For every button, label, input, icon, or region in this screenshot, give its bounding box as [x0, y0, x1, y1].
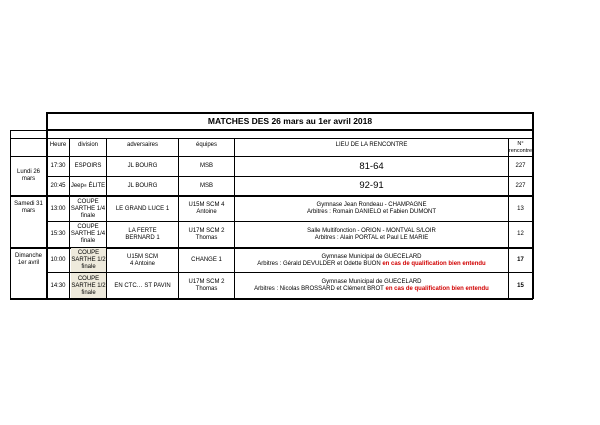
row-1-score: 92-91 — [359, 180, 384, 191]
row-5-rencontre: 15 — [517, 282, 524, 289]
table-rule — [10, 130, 533, 131]
day-lundi: Lundi 26 mars — [16, 169, 41, 182]
row-2-rencontre: 13 — [517, 205, 524, 212]
row-2-heure: 13:00 — [50, 205, 66, 212]
venue: Salle Multifonction - ORION - MONTVAL S/LOIR — [307, 227, 436, 234]
venue: Gymnase Jean Rondeau - CHAMPAGNE — [316, 202, 427, 208]
row-2-adversaires: LE GRAND LUCE 1 — [115, 205, 170, 212]
row-0-score: 81-64 — [359, 160, 384, 172]
header-lieu: LIEU DE LA RENCONTRE — [335, 142, 408, 148]
header-adversaires: adversaires — [126, 142, 158, 148]
row-3-heure: 15:30 — [50, 231, 66, 237]
division-jeep: Jeep — [70, 182, 84, 189]
header-division: division — [77, 142, 98, 148]
row-4-equipes: CHANGE 1 — [191, 257, 222, 263]
venue: Gymnase Municipal de GUECELARD — [321, 253, 422, 260]
row-5-equipes: U17M SCM 2 Thomas — [188, 279, 225, 292]
row-1-equipes: MSB — [199, 182, 213, 189]
row-2-division: COUPE SARTHE 1/4 finale — [70, 198, 106, 219]
row-3-rencontre: 12 — [517, 231, 524, 237]
row-3-equipes: U17M SCM 2 Thomas — [188, 227, 225, 241]
header-rencontre-num: N° — [517, 140, 524, 147]
referees: Arbitres : Gérald DEVULDER et Odette BUON — [257, 260, 381, 267]
row-3-adversaires: LA FERTE BERNARD 1 — [125, 227, 160, 241]
referees-line — [257, 261, 485, 268]
row-0-rencontre: 227 — [515, 163, 526, 169]
table-border-bottom — [10, 298, 533, 300]
referees: Arbitres : Romain DANIELO et Fabien DUMONT — [306, 209, 437, 215]
row-2-equipes: U15M SCM 4 Antoine — [188, 202, 225, 215]
row-4-division: COUPE SARTHE 1/2 finale — [71, 250, 106, 270]
row-1-division — [70, 177, 106, 195]
header-heure: Heure — [49, 142, 67, 148]
row-3-lieu — [235, 222, 508, 247]
row-4-rencontre: 17 — [517, 257, 524, 263]
row-5-division: COUPE SARTHE 1/2 finale — [71, 275, 106, 296]
row-1-heure: 20:45 — [50, 182, 66, 189]
division-elite: ÉLITE — [86, 182, 106, 189]
row-2-lieu — [235, 197, 508, 221]
row-0-equipes: MSB — [199, 163, 213, 169]
row-0-heure: 17:30 — [50, 163, 66, 169]
row-1-adversaires: JL BOURG — [127, 182, 158, 189]
day-dimanche: Dimanche 1er avril — [14, 253, 42, 266]
header-rencontre-label: rencontre — [508, 147, 533, 154]
row-0-division: ESPOIRS — [74, 163, 102, 169]
row-4-heure: 10:00 — [50, 257, 66, 263]
referees-line — [254, 286, 489, 293]
day-samedi: Samedi 31 mars — [14, 201, 43, 214]
registered-mark: ® — [83, 183, 87, 188]
qualification-note: en cas de qualification bien entendu — [383, 286, 489, 292]
page-title: MATCHES DES 26 mars au 1er avril 2018 — [207, 116, 373, 126]
table-border-right — [532, 112, 534, 299]
qualification-note: en cas de qualification bien entendu — [380, 260, 486, 267]
row-5-lieu — [235, 274, 508, 298]
row-1-rencontre: 227 — [515, 182, 526, 189]
header-equipes: équipes — [195, 142, 218, 148]
row-5-heure: 14:30 — [50, 282, 66, 289]
row-4-lieu — [235, 249, 508, 272]
table-rule — [47, 272, 533, 273]
referees: Arbitres : Alain PORTAL et Paul LE MARIE — [314, 234, 429, 241]
row-0-adversaires: JL BOURG — [127, 163, 158, 169]
referees: Arbitres : Nicolas BROSSARD et Clément BROT — [254, 286, 384, 292]
header-rencontre — [509, 139, 532, 156]
venue: Gymnase Municipal de GUECELARD — [321, 279, 422, 285]
row-5-adversaires: EN CTC… ST PAVIN — [114, 282, 171, 289]
row-4-adversaires: U15M SCM 4 Antoine — [126, 253, 158, 267]
row-3-division: COUPE SARTHE 1/4 finale — [70, 224, 106, 244]
